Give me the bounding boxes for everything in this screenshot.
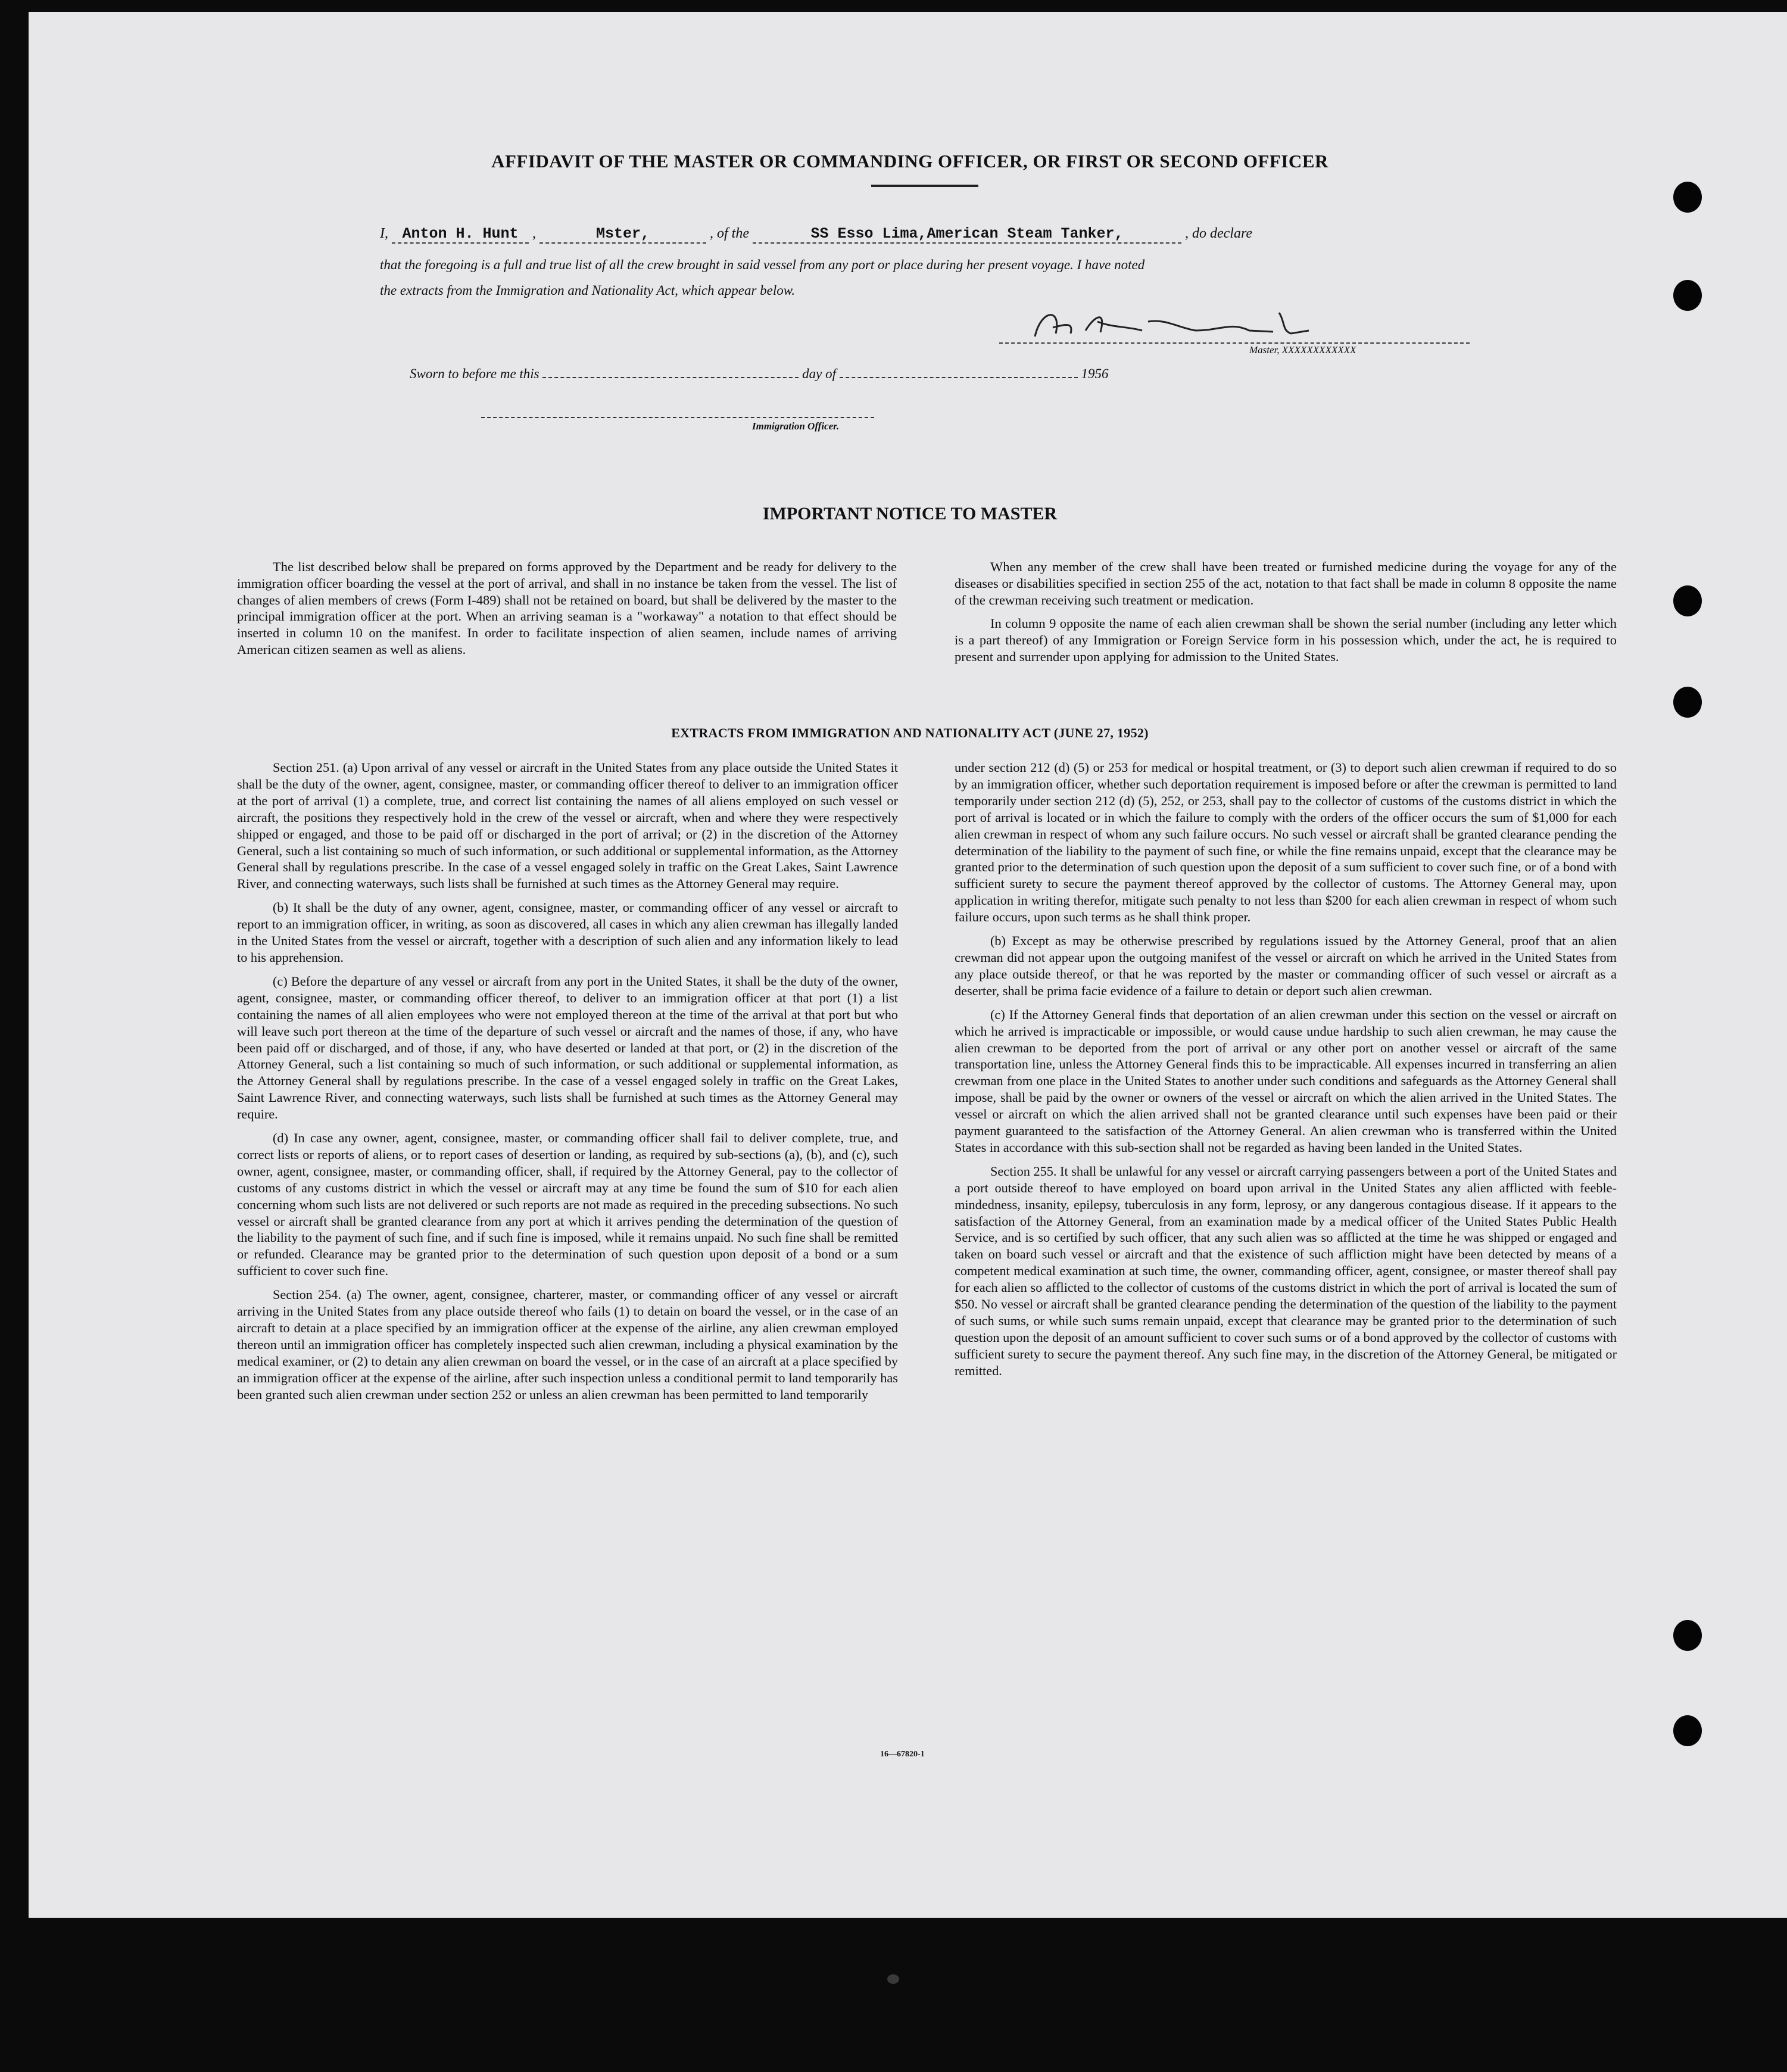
sworn-year: 1956 — [1081, 366, 1109, 381]
declaration-text-continued: the extracts from the Immigration and Nationality Act, which appear below. — [380, 283, 796, 298]
immigration-officer-caption: Immigration Officer. — [752, 420, 840, 432]
extracts-title: EXTRACTS FROM IMMIGRATION AND NATIONALITY ACT (JUNE 27, 1952) — [671, 725, 1149, 740]
notice-paragraph: When any member of the crew shall have been treated or furnished medicine during the voyage for any of the diseases or disabilities specified in section 255 of the act, notation to that fact shall be made in column 8 opposite the name of the crewman receiving such treatment or medication. — [955, 559, 1617, 607]
master-signature-area — [999, 304, 1476, 357]
notice-paragraph: The list described below shall be prepared on forms approved by the Department and be ready for delivery to the immigration officer boarding the vessel at the port of arrival, and shall in no instance be taken from the vessel. The list of changes of alien members of crews (Form I-489) shall not be retained on board, but shall be delivered by the master to the principal immigration officer at the port. When an arriving seaman is a "workaway" a notation to that effect should be inserted in column 10 on the manifest. In order to facilitate inspection of alien seamen, include names of arriving American citizen seamen as well as aliens. — [237, 559, 897, 657]
declaration-line — [380, 225, 1470, 244]
notice-title: IMPORTANT NOTICE TO MASTER — [762, 504, 1058, 524]
extracts-left-column — [237, 759, 898, 1410]
extract-paragraph: (c) If the Attorney General finds that deportation of an alien crewman under this section on the vessel or aircraft on which he arrived is impracticable or impossible, or would cause undue hardship to such alien crewman, he may cause the alien crewman to be deported from the port of arrival or any other port on another vessel or aircraft of the same transportation line, unless the Attorney General finds this to be impracticable. All expenses incurred in transferring an alien crewman from one place in the United States to another under such conditions and safeguards as the Attorney General shall impose, shall be paid by the owner or owners of the vessel or aircraft on which the alien arrived in the United States. The vessel or aircraft on which the alien arrived shall not be granted clearance until such expenses have been paid or their payment guaranteed to the satisfaction of the Attorney General. An alien crewman who is transferred within the United States in accordance with this sub-section shall not be regarded as having been landed in the United States. — [955, 1007, 1617, 1155]
sworn-line — [410, 366, 1243, 382]
declaration-of-the: , of the — [710, 226, 749, 241]
punch-hole — [1673, 182, 1702, 213]
punch-hole — [1673, 1715, 1702, 1746]
extract-paragraph: Section 254. (a) The owner, agent, consignee, charterer, master, or commanding officer of any vessel or aircraft arriving in the United States from any place outside thereof who fails (1) to detain on board the vessel, or in the case of an aircraft to detain at a place specified by an immigration officer at the expense of the airline, any alien crewman employed thereon until an immigration officer has completely inspected such alien crewman, including a physical examination by the medical examiner, or (2) to detain any alien crewman on board the vessel, or in the case of an aircraft at a place specified by an immigration officer at the expense of the airline, after such inspection unless a conditional permit to land temporarily has been granted such alien crewman under section 252 or unless an alien crewman has been permitted to land temporarily — [237, 1287, 898, 1402]
extract-paragraph: (b) Except as may be otherwise prescribed by regulations issued by the Attorney General, proof that an alien crewman did not appear upon the outgoing manifest of the vessel or aircraft on which he arrived in the United States from any place outside thereof, or that he was reported by the master or commanding officer of such vessel or aircraft as a deserter, shall be prima facie evidence of a failure to detain or deport such alien crewman. — [955, 933, 1617, 998]
document-sheet — [29, 12, 1787, 1918]
extract-paragraph: Section 251. (a) Upon arrival of any vessel or aircraft in the United States from any place outside the United States it shall be the duty of the owner, agent, consignee, master, or commanding officer thereof to deliver to an immigration officer at the port of arrival (1) a complete, true, and correct list containing the names of all aliens employed on such vessel or aircraft, the positions they respectively hold in the crew of the vessel or aircraft, when and where they were respectively shipped or engaged, and those to be paid off or discharged in the port of arrival; or (2) in the discretion of the Attorney General, such a list containing so much of such information, or such additional or supplemental information, as the Attorney General shall by regulations prescribe. In the case of a vessel engaged solely in traffic on the Great Lakes, Saint Lawrence River, and connecting waterways, such lists shall be furnished at such times as the Attorney General may require. — [237, 760, 898, 892]
extracts-right-column — [955, 759, 1617, 1386]
master-name-field: Anton H. Hunt — [392, 225, 529, 244]
punch-hole — [1673, 280, 1702, 311]
extract-paragraph: (d) In case any owner, agent, consignee, master, or commanding officer shall fail to deliver complete, true, and correct lists or reports of aliens, or to report cases of desertion or landing, as required by sub-sections (a), (b), and (c), such owner, agent, consignee, master, or commanding officer, shall, if required by the Attorney General, pay to the collector of customs of any customs district in which the vessel or aircraft may at any time be found the sum of $10 for each alien concerning whom such lists are not delivered or such reports are not made as required in the preceding subsections. No such vessel or aircraft shall be granted clearance from any port at which it arrives pending the determination of the question of the liability to the payment of such fine, and if such fine is imposed, while it remains unpaid. No such fine shall be remitted or refunded. Clearance may be granted prior to the determination of such question upon deposit of a bond or a sum sufficient to cover such fine. — [237, 1130, 898, 1279]
form-code: 16—67820-1 — [880, 1750, 925, 1759]
rank-field: Mster, — [539, 225, 706, 244]
punch-hole — [1673, 585, 1702, 616]
handwritten-signature — [1029, 304, 1339, 345]
day-of-label: day of — [802, 366, 836, 381]
scan-smudge — [887, 1974, 899, 1984]
affidavit-title: AFFIDAVIT OF THE MASTER OR COMMANDING OFFICER, OR FIRST OR SECOND OFFICER — [491, 151, 1328, 172]
vessel-field: SS Esso Lima,American Steam Tanker, — [753, 225, 1181, 244]
extract-paragraph: (b) It shall be the duty of any owner, agent, consignee, master, or commanding officer of any vessel or aircraft to report to an immigration officer, in writing, as soon as discovered, all cases in which any alien crewman has illegally landed in the United States from the vessel or aircraft, together with a description of such alien and any information likely to lead to his apprehension. — [237, 900, 898, 965]
punch-hole — [1673, 1620, 1702, 1651]
declaration-suffix: , do declare — [1185, 226, 1253, 241]
extract-paragraph: Section 255. It shall be unlawful for any vessel or aircraft carrying passengers between a port of the United States and a port outside thereof to have employed on board upon arrival in the United States any alien afflicted with feeble-mindedness, insanity, epilepsy, tuberculosis in any form, leprosy, or any dangerous contagious disease. If it appears to the satisfaction of the Attorney General, from an examination made by a medical officer of the United States Public Health Service, and is so certified by such officer, that any such alien was so afflicted at the time he was shipped or engaged and taken on board such vessel or aircraft and that the existence of such affliction might have been detected by means of a competent medical examination at such time, the owner, commanding officer, agent, consignee, or master thereof shall pay for each alien so afflicted to the collector of customs of the customs district in which the port of arrival is located the sum of $50. No vessel or aircraft shall be granted clearance pending the determination of the question of the liability to the payment of such sums, or while such sums remain unpaid, except that clearance may be granted prior to the determination of such question upon the deposit of an amount sufficient to cover such sums or of a bond approved by the collector of customs with sufficient surety to secure the payment thereof. Any such fine may, in the discretion of the Attorney General, be mitigated or remitted. — [955, 1163, 1617, 1378]
declaration-text: that the foregoing is a full and true list of all the crew brought in said vessel from any port or place during her present voyage. I have noted — [380, 257, 1145, 272]
title-rule — [871, 185, 978, 187]
punch-hole — [1673, 687, 1702, 718]
immigration-officer-line — [481, 417, 874, 418]
sworn-label: Sworn to before me this — [410, 366, 539, 381]
declaration-prefix: I, — [380, 226, 388, 241]
notice-left-column — [237, 559, 897, 665]
sworn-date-field — [542, 377, 799, 378]
extract-paragraph: (c) Before the departure of any vessel or aircraft from any port in the United States, it shall be the duty of the owner, agent, consignee, master, or commanding officer thereof, to deliver to an immigration officer at that port (1) a list containing the names of all alien employees who were not employed thereon at the time of the arrival at that port but who will leave such port thereon at the time of the departure of such vessel or aircraft and the names of those, if any, who have been paid off or discharged, and of those, if any, who have deserted or landed at that port, or (2) in the discretion of the Attorney General, such a list containing so much of such information, or such additional or supplemental information, as the Attorney General shall by regulations prescribe. In the case of a vessel engaged solely in traffic on the Great Lakes, Saint Lawrence River, and connecting waterways, such lists shall be furnished at such times as the Attorney General may require. — [237, 973, 898, 1122]
declaration-sep: , — [532, 226, 536, 241]
signature-caption: Master, XXXXXXXXXXXX — [1249, 344, 1356, 356]
extract-paragraph-continued: under section 212 (d) (5) or 253 for medical or hospital treatment, or (3) to deport such alien crewman if required to do so by an immigration officer, whether such deportation requirement is imposed before or after the crewman is permitted to land temporarily under section 212 (d) (5), 252, or 253, shall pay to the collector of customs of the customs district in which the port of arrival is located or in which the failure to comply with the orders of the officer occurs the sum of $1,000 for each alien crewman in respect of whom any such failure occurs. No such vessel or aircraft shall be granted clearance pending the determination of the liability to the payment of such fine, or while the fine remains unpaid, except that the clearance may be granted prior to the determination of such question upon the deposit of a sum sufficient to cover such fine, or of a bond with sufficient surety to secure the payment thereof approved by the collector of customs. The Attorney General may, upon application in writing therefor, mitigate such penalty to not less than $200 for each alien crewman in respect of whom such failure occurs, upon such terms as he shall think proper. — [955, 760, 1617, 925]
signature-line — [999, 342, 1470, 344]
notice-paragraph: In column 9 opposite the name of each alien crewman shall be shown the serial number (including any letter which is a part thereof) of any Immigration or Foreign Service form in his possession which, under the act, he is required to present and surrender upon applying for admission to the United States. — [955, 616, 1617, 664]
notice-right-column — [955, 559, 1617, 672]
sworn-month-field — [840, 377, 1078, 378]
